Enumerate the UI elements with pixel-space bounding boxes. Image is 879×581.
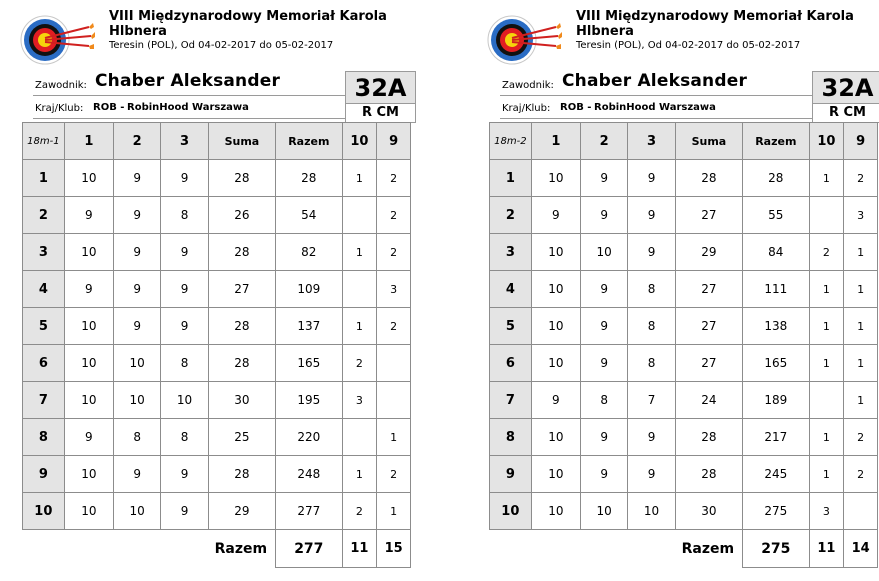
table-row [23, 160, 411, 197]
arrow-3-score: 9 [628, 419, 675, 456]
end-number: 10 [23, 493, 65, 530]
running-total: 189 [743, 382, 810, 419]
nines-count: 1 [844, 234, 878, 271]
category-code: R CM [345, 103, 416, 123]
arrow-1-score: 10 [531, 419, 580, 456]
arrow-3-score: 8 [628, 308, 675, 345]
end-number: 5 [23, 308, 65, 345]
archery-target-with-arrows-icon [19, 14, 95, 66]
tens-count: 1 [809, 456, 844, 493]
table-row [490, 382, 878, 419]
nines-count: 2 [377, 308, 411, 345]
tens-header: 10 [809, 123, 844, 160]
end-number: 7 [23, 382, 65, 419]
arrow-3-score: 9 [161, 308, 208, 345]
archery-target-with-arrows-icon [486, 14, 562, 66]
arrow-2-score: 9 [581, 308, 628, 345]
table-row [23, 345, 411, 382]
arrow-1-score: 9 [531, 382, 580, 419]
grand-total: 275 [743, 530, 810, 568]
arrow-2-score: 10 [114, 345, 161, 382]
total-tens: 11 [342, 530, 377, 568]
running-total: 165 [276, 345, 343, 382]
arrow-3-score: 9 [161, 234, 208, 271]
end-sum: 25 [208, 419, 275, 456]
club-label: Kraj/Klub: [35, 103, 84, 114]
end-number: 8 [490, 419, 532, 456]
tens-count: 1 [809, 345, 844, 382]
event-venue-dates: Teresin (POL), Od 04-02-2017 do 05-02-2017 [109, 40, 334, 51]
score-table [22, 122, 411, 568]
end-number: 6 [23, 345, 65, 382]
table-row [490, 493, 878, 530]
arrow-1-score: 10 [64, 160, 113, 197]
end-sum: 28 [675, 160, 742, 197]
table-row [490, 456, 878, 493]
running-total: 217 [743, 419, 810, 456]
end-number: 1 [23, 160, 65, 197]
sum-header: Suma [208, 123, 275, 160]
end-sum: 29 [675, 234, 742, 271]
nines-count: 1 [377, 493, 411, 530]
arrow-1-score: 9 [64, 197, 113, 234]
end-sum: 28 [675, 419, 742, 456]
arrow-2-score: 9 [581, 197, 628, 234]
tens-count: 2 [342, 493, 377, 530]
end-number: 1 [490, 160, 532, 197]
arrow-1-score: 10 [531, 456, 580, 493]
nines-count: 2 [377, 197, 411, 234]
table-row [490, 197, 878, 234]
tens-count: 3 [809, 493, 844, 530]
running-total: 55 [743, 197, 810, 234]
scorecard-2 [478, 0, 878, 581]
tens-count [809, 197, 844, 234]
arrow-1-score: 10 [64, 456, 113, 493]
arrow-1-score: 10 [64, 308, 113, 345]
event-venue-dates: Teresin (POL), Od 04-02-2017 do 05-02-2017 [576, 40, 801, 51]
sum-header: Suma [675, 123, 742, 160]
arrow-3-score: 9 [628, 197, 675, 234]
running-total: 82 [276, 234, 343, 271]
nines-count: 1 [844, 271, 878, 308]
arrow-1-score: 9 [64, 419, 113, 456]
nines-count: 3 [377, 271, 411, 308]
arrow-2-score: 9 [581, 345, 628, 382]
running-total: 275 [743, 493, 810, 530]
nines-count: 2 [844, 419, 878, 456]
table-row [23, 271, 411, 308]
arrow-3-score: 8 [628, 345, 675, 382]
arrow-2-score: 9 [114, 308, 161, 345]
arrow-3-score: 9 [161, 456, 208, 493]
athlete-underline [500, 95, 812, 96]
target-assignment: 32A [812, 71, 879, 104]
arrow-3-score: 9 [161, 493, 208, 530]
end-sum: 26 [208, 197, 275, 234]
table-row [490, 160, 878, 197]
total-label: Razem [681, 540, 735, 557]
running-total: 165 [743, 345, 810, 382]
tens-count [342, 271, 377, 308]
event-title: VIII Międzynarodowy Memoriał Karola Hlbnera [109, 9, 387, 39]
target-assignment: 32A [345, 71, 416, 104]
running-total: 220 [276, 419, 343, 456]
table-row [23, 456, 411, 493]
table-row [23, 419, 411, 456]
tens-count: 1 [342, 234, 377, 271]
end-number: 9 [23, 456, 65, 493]
table-row [23, 234, 411, 271]
nines-header: 9 [844, 123, 878, 160]
tens-count: 2 [809, 234, 844, 271]
arrow-3-score: 8 [161, 345, 208, 382]
end-sum: 27 [675, 197, 742, 234]
end-sum: 28 [208, 456, 275, 493]
nines-count: 2 [377, 234, 411, 271]
end-number: 4 [490, 271, 532, 308]
end-sum: 27 [675, 345, 742, 382]
total-header: Razem [276, 123, 343, 160]
end-sum: 27 [675, 308, 742, 345]
arrow-1-score: 10 [531, 493, 580, 530]
running-total: 195 [276, 382, 343, 419]
arrow-2-score: 10 [114, 382, 161, 419]
end-number: 8 [23, 419, 65, 456]
athlete-label: Zawodnik: [35, 80, 87, 91]
header-row [23, 123, 411, 160]
tens-count: 1 [809, 271, 844, 308]
running-total: 54 [276, 197, 343, 234]
running-total: 137 [276, 308, 343, 345]
end-number: 4 [23, 271, 65, 308]
total-row [490, 530, 878, 568]
arrow-2-score: 9 [114, 456, 161, 493]
end-sum: 30 [675, 493, 742, 530]
arrow-2-score: 10 [581, 493, 628, 530]
club-code: ROB - [93, 102, 125, 113]
arrow-1-score: 9 [64, 271, 113, 308]
club-underline [500, 118, 812, 119]
arrow-2-score: 9 [581, 271, 628, 308]
athlete-name: Chaber Aleksander [95, 71, 281, 91]
arrow-2-header: 2 [581, 123, 628, 160]
end-sum: 30 [208, 382, 275, 419]
end-sum: 28 [208, 308, 275, 345]
running-total: 28 [276, 160, 343, 197]
nines-count [377, 382, 411, 419]
end-sum: 29 [208, 493, 275, 530]
total-row [23, 530, 411, 568]
nines-count: 1 [844, 382, 878, 419]
tens-header: 10 [342, 123, 377, 160]
grand-total: 277 [276, 530, 343, 568]
arrow-2-score: 9 [114, 160, 161, 197]
end-number: 2 [490, 197, 532, 234]
arrow-1-score: 10 [531, 345, 580, 382]
end-number: 2 [23, 197, 65, 234]
end-number: 6 [490, 345, 532, 382]
header-row [490, 123, 878, 160]
running-total: 245 [743, 456, 810, 493]
arrow-2-score: 9 [581, 456, 628, 493]
tens-count: 1 [342, 456, 377, 493]
arrow-3-score: 8 [628, 271, 675, 308]
club-label: Kraj/Klub: [502, 103, 551, 114]
arrow-1-score: 10 [64, 382, 113, 419]
running-total: 28 [743, 160, 810, 197]
total-nines: 14 [844, 530, 878, 568]
arrow-1-score: 10 [531, 160, 580, 197]
tens-count: 1 [809, 419, 844, 456]
total-header: Razem [743, 123, 810, 160]
arrow-3-score: 8 [161, 419, 208, 456]
end-number: 3 [490, 234, 532, 271]
nines-count: 2 [377, 456, 411, 493]
end-sum: 28 [208, 345, 275, 382]
table-row [23, 197, 411, 234]
arrow-1-score: 10 [531, 234, 580, 271]
nines-count: 1 [844, 345, 878, 382]
arrow-2-score: 10 [114, 493, 161, 530]
scorecard-1 [11, 0, 411, 581]
arrow-1-score: 10 [64, 345, 113, 382]
arrow-3-score: 9 [628, 160, 675, 197]
nines-count: 1 [844, 308, 878, 345]
arrow-3-header: 3 [161, 123, 208, 160]
club-code: ROB - [560, 102, 592, 113]
nines-count: 3 [844, 197, 878, 234]
athlete-label: Zawodnik: [502, 80, 554, 91]
running-total: 248 [276, 456, 343, 493]
tens-count [342, 197, 377, 234]
arrow-2-score: 8 [114, 419, 161, 456]
club-underline [33, 118, 345, 119]
end-sum: 28 [208, 234, 275, 271]
running-total: 109 [276, 271, 343, 308]
tens-count [809, 382, 844, 419]
running-total: 277 [276, 493, 343, 530]
arrow-3-score: 10 [628, 493, 675, 530]
table-row [490, 345, 878, 382]
arrow-1-score: 10 [64, 493, 113, 530]
arrow-2-score: 9 [114, 234, 161, 271]
arrow-3-score: 9 [628, 234, 675, 271]
tens-count: 3 [342, 382, 377, 419]
athlete-name: Chaber Aleksander [562, 71, 748, 91]
club-name: RobinHood Warszawa [594, 102, 716, 113]
nines-count: 2 [844, 160, 878, 197]
total-tens: 11 [809, 530, 844, 568]
arrow-2-score: 10 [581, 234, 628, 271]
running-total: 138 [743, 308, 810, 345]
table-row [23, 382, 411, 419]
arrow-3-header: 3 [628, 123, 675, 160]
table-row [490, 271, 878, 308]
tens-count [342, 419, 377, 456]
arrow-3-score: 7 [628, 382, 675, 419]
arrow-2-score: 8 [581, 382, 628, 419]
tens-count: 1 [342, 308, 377, 345]
arrow-1-score: 9 [531, 197, 580, 234]
club-name: RobinHood Warszawa [127, 102, 249, 113]
arrow-1-score: 10 [531, 271, 580, 308]
distance-label: 18m-1 [23, 123, 65, 160]
running-total: 84 [743, 234, 810, 271]
end-sum: 27 [208, 271, 275, 308]
athlete-underline [33, 95, 345, 96]
arrow-3-score: 8 [161, 197, 208, 234]
tens-count: 2 [342, 345, 377, 382]
end-number: 3 [23, 234, 65, 271]
nines-count [377, 345, 411, 382]
arrow-1-score: 10 [64, 234, 113, 271]
end-number: 5 [490, 308, 532, 345]
table-row [490, 308, 878, 345]
running-total: 111 [743, 271, 810, 308]
arrow-2-score: 9 [581, 160, 628, 197]
arrow-2-score: 9 [581, 419, 628, 456]
end-sum: 28 [208, 160, 275, 197]
tens-count: 1 [809, 308, 844, 345]
score-table [489, 122, 878, 568]
arrow-3-score: 9 [161, 160, 208, 197]
table-row [490, 419, 878, 456]
table-row [23, 493, 411, 530]
end-number: 9 [490, 456, 532, 493]
total-nines: 15 [377, 530, 411, 568]
arrow-2-score: 9 [114, 271, 161, 308]
arrow-3-score: 9 [628, 456, 675, 493]
nines-count [844, 493, 878, 530]
arrow-1-header: 1 [64, 123, 113, 160]
category-code: R CM [812, 103, 879, 123]
end-number: 7 [490, 382, 532, 419]
distance-label: 18m-2 [490, 123, 532, 160]
arrow-2-header: 2 [114, 123, 161, 160]
end-sum: 24 [675, 382, 742, 419]
table-row [23, 308, 411, 345]
tens-count: 1 [342, 160, 377, 197]
total-label: Razem [214, 540, 268, 557]
arrow-3-score: 10 [161, 382, 208, 419]
end-sum: 27 [675, 271, 742, 308]
arrow-1-score: 10 [531, 308, 580, 345]
end-sum: 28 [675, 456, 742, 493]
nines-header: 9 [377, 123, 411, 160]
event-title: VIII Międzynarodowy Memoriał Karola Hlbnera [576, 9, 854, 39]
arrow-3-score: 9 [161, 271, 208, 308]
nines-count: 1 [377, 419, 411, 456]
table-row [490, 234, 878, 271]
arrow-2-score: 9 [114, 197, 161, 234]
tens-count: 1 [809, 160, 844, 197]
nines-count: 2 [377, 160, 411, 197]
arrow-1-header: 1 [531, 123, 580, 160]
nines-count: 2 [844, 456, 878, 493]
end-number: 10 [490, 493, 532, 530]
